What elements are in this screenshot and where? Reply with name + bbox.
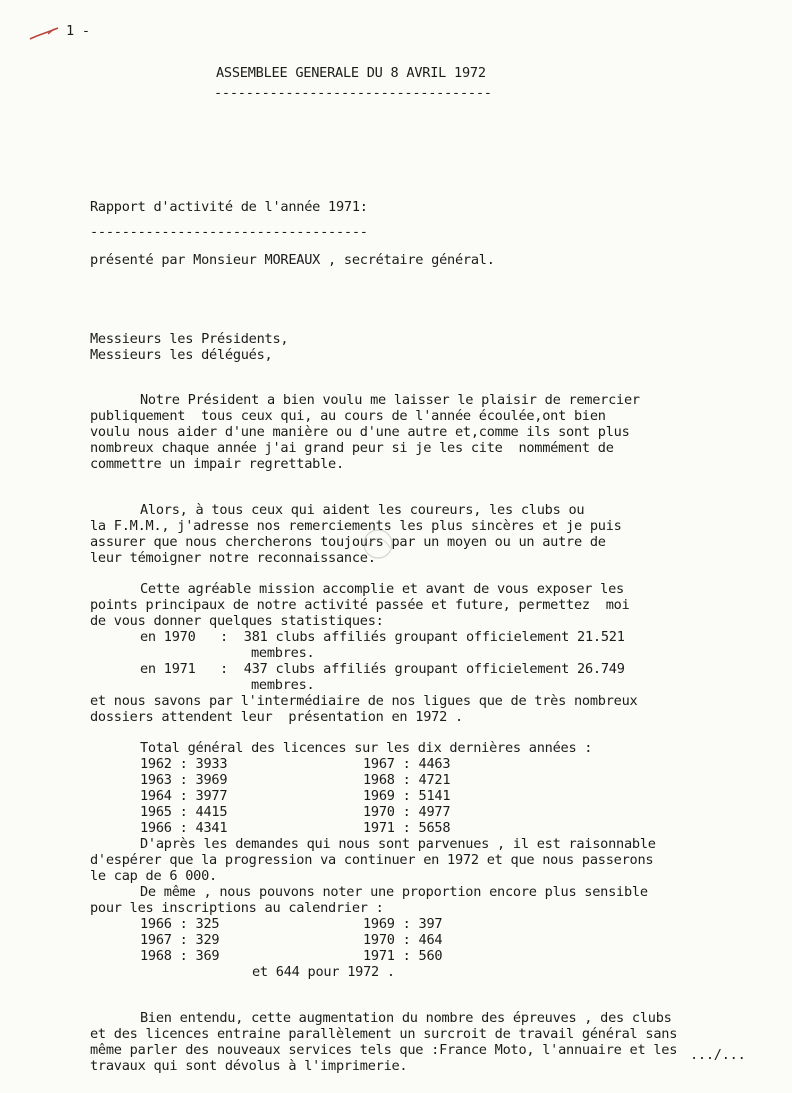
paragraph-line: voulu nous aider d'une manière ou d'une autre et,comme ils sont plus	[90, 424, 630, 440]
continued-marker: .../...	[690, 1047, 746, 1063]
calendar-entry: 1971 : 560	[363, 948, 443, 964]
paragraph-line: leur témoigner notre reconnaissance.	[90, 550, 376, 566]
report-title: Rapport d'activité de l'année 1971:	[90, 199, 368, 215]
licence-entry: 1964 : 3977	[140, 788, 228, 804]
paragraph-line: dossiers attendent leur présentation en 1972 .	[90, 709, 463, 725]
paragraph-line: points principaux de notre activité passée et future, permettez moi	[90, 597, 630, 613]
paragraph-line: de vous donner quelques statistiques:	[90, 613, 384, 629]
report-title-underline: -----------------------------------	[90, 224, 368, 240]
paragraph-line: publiquement tous ceux qui, au cours de l'année écoulée,ont bien	[90, 408, 606, 424]
licences-heading: Total général des licences sur les dix dernières années :	[140, 740, 593, 756]
licence-entry: 1963 : 3969	[140, 772, 228, 788]
licence-entry: 1971 : 5658	[363, 820, 451, 836]
paragraph-line: De même , nous pouvons noter une proportion encore plus sensible	[140, 884, 648, 900]
presented-by: présenté par Monsieur MOREAUX , secrétaire général.	[90, 252, 495, 268]
paragraph-line: le cap de 6 000.	[90, 868, 217, 884]
licence-entry: 1967 : 4463	[363, 756, 451, 772]
calendar-entry: 1966 : 325	[140, 916, 220, 932]
calendar-1972: et 644 pour 1972 .	[252, 964, 395, 980]
paragraph-line: pour les inscriptions au calendrier :	[90, 900, 384, 916]
licence-entry: 1962 : 3933	[140, 756, 228, 772]
pen-mark-icon	[28, 24, 62, 42]
salutation-line: Messieurs les Présidents,	[90, 331, 289, 347]
stats-text: : 437 clubs affiliés groupant officielement 26.749	[220, 661, 625, 677]
paragraph-line: Bien entendu, cette augmentation du nombre des épreuves , des clubs	[140, 1010, 672, 1026]
paragraph-line: nombreux chaque année j'ai grand peur si je les cite nommément de	[90, 440, 614, 456]
licence-entry: 1966 : 4341	[140, 820, 228, 836]
calendar-entry: 1969 : 397	[363, 916, 443, 932]
stats-cont: membres.	[251, 645, 315, 661]
licence-entry: 1965 : 4415	[140, 804, 228, 820]
paragraph-line: et des licences entraine parallèlement un surcroit de travail général sans	[90, 1026, 678, 1042]
stats-text: : 381 clubs affiliés groupant officielement 21.521	[220, 629, 625, 645]
paragraph-line: Notre Président a bien voulu me laisser le plaisir de remercier	[140, 392, 640, 408]
licence-entry: 1970 : 4977	[363, 804, 451, 820]
paragraph-line: assurer que nous chercherons toujours par un moyen ou un autre de	[90, 534, 606, 550]
stats-year: en 1971	[140, 661, 196, 677]
paragraph-line: la F.M.M., j'adresse nos remerciements les plus sincères et je puis	[90, 518, 622, 534]
calendar-entry: 1970 : 464	[363, 932, 443, 948]
calendar-entry: 1968 : 369	[140, 948, 220, 964]
paragraph-line: travaux qui sont dévolus à l'imprimerie.	[90, 1058, 408, 1074]
stats-cont: membres.	[251, 677, 315, 693]
stats-year: en 1970	[140, 629, 196, 645]
stamp-icon	[356, 526, 402, 566]
paragraph-line: et nous savons par l'intermédiaire de nos ligues que de très nombreux	[90, 693, 638, 709]
paragraph-line: même parler des nouveaux services tels que :France Moto, l'annuaire et les	[90, 1042, 678, 1058]
title-underline: -----------------------------------	[214, 85, 492, 101]
page-number: 1 -	[66, 23, 90, 39]
licence-entry: 1969 : 5141	[363, 788, 451, 804]
licence-entry: 1968 : 4721	[363, 772, 451, 788]
paragraph-line: D'après les demandes qui nous sont parvenues , il est raisonnable	[140, 836, 656, 852]
calendar-entry: 1967 : 329	[140, 932, 220, 948]
page-title: ASSEMBLEE GENERALE DU 8 AVRIL 1972	[216, 65, 486, 81]
paragraph-line: Cette agréable mission accomplie et avant de vous exposer les	[140, 581, 624, 597]
paragraph-line: Alors, à tous ceux qui aident les coureurs, les clubs ou	[140, 502, 585, 518]
paragraph-line: commettre un impair regrettable.	[90, 456, 344, 472]
paragraph-line: d'espérer que la progression va continuer en 1972 et que nous passerons	[90, 852, 654, 868]
salutation-line: Messieurs les délégués,	[90, 347, 273, 363]
